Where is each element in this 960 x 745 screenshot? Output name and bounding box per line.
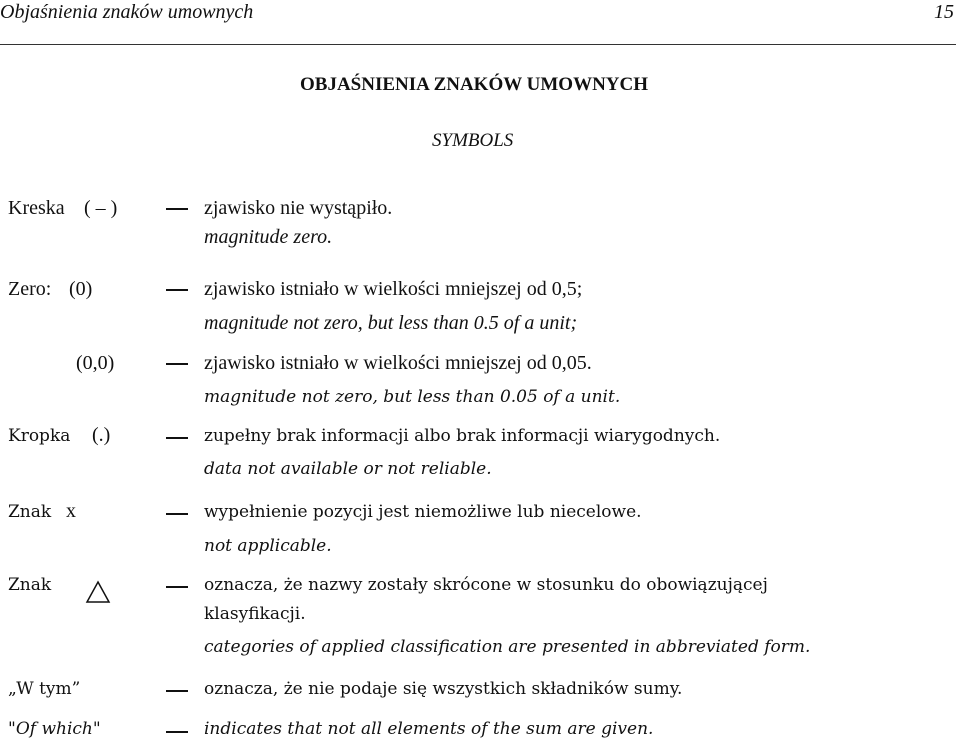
- page-number: 15: [934, 1, 954, 23]
- separator-dash: [166, 437, 188, 439]
- separator-dash: [166, 289, 188, 291]
- entry-description-en: categories of applied classification are presented in abbreviated form.: [204, 637, 811, 657]
- entry-label: Znak: [8, 502, 52, 522]
- entry-description-pl: zjawisko istniało w wielkości mniejszej od 0,5;: [204, 278, 583, 300]
- entry-label: Znak: [8, 575, 52, 595]
- entry-label: Kreska: [8, 197, 65, 219]
- entry-label: „W tym”: [8, 679, 81, 699]
- entry-description-en: magnitude not zero, but less than 0.5 of a unit;: [204, 312, 578, 334]
- entry-label: Kropka: [8, 426, 71, 446]
- separator-dash: [166, 690, 188, 692]
- entry-symbol: (0,0): [76, 352, 115, 374]
- separator-dash: [166, 363, 188, 365]
- entry-description-en: magnitude not zero, but less than 0.05 of a unit.: [204, 387, 621, 407]
- entry-description-pl: zjawisko nie wystąpiło.: [204, 197, 393, 219]
- entry-description-pl: oznacza, że nazwy zostały skrócone w stosunku do obowiązującej: [204, 575, 768, 595]
- entry-description-pl-continued: klasyfikacji.: [204, 604, 306, 624]
- separator-dash: [166, 731, 188, 733]
- entry-symbol: (.): [92, 424, 111, 446]
- entry-label: Zero:: [8, 278, 52, 300]
- header-rule: [0, 44, 956, 45]
- separator-dash: [166, 586, 188, 588]
- entry-description-pl: wypełnienie pozycji jest niemożliwe lub niecelowe.: [204, 502, 642, 522]
- page-subtitle: SYMBOLS: [432, 130, 514, 151]
- entry-description-pl: zjawisko istniało w wielkości mniejszej od 0,05.: [204, 352, 592, 374]
- entry-symbol: x: [66, 500, 76, 522]
- entry-description-pl: zupełny brak informacji albo brak informacji wiarygodnych.: [204, 426, 721, 446]
- separator-dash: [166, 513, 188, 515]
- entry-symbol: ( – ): [84, 197, 118, 219]
- entry-symbol: (0): [69, 278, 93, 300]
- page-title: OBJAŚNIENIA ZNAKÓW UMOWNYCH: [300, 74, 649, 95]
- entry-description-en: data not available or not reliable.: [204, 459, 492, 479]
- entry-description-en: magnitude zero.: [204, 226, 333, 248]
- entry-description-pl: oznacza, że nie podaje się wszystkich składników sumy.: [204, 679, 683, 699]
- triangle-icon: [85, 580, 111, 604]
- entry-description-en: indicates that not all elements of the sum are given.: [204, 719, 654, 739]
- running-header-title: Objaśnienia znaków umownych: [0, 1, 254, 23]
- entry-description-en: not applicable.: [204, 536, 332, 556]
- entry-label: "Of which": [8, 719, 101, 739]
- separator-dash: [166, 208, 188, 210]
